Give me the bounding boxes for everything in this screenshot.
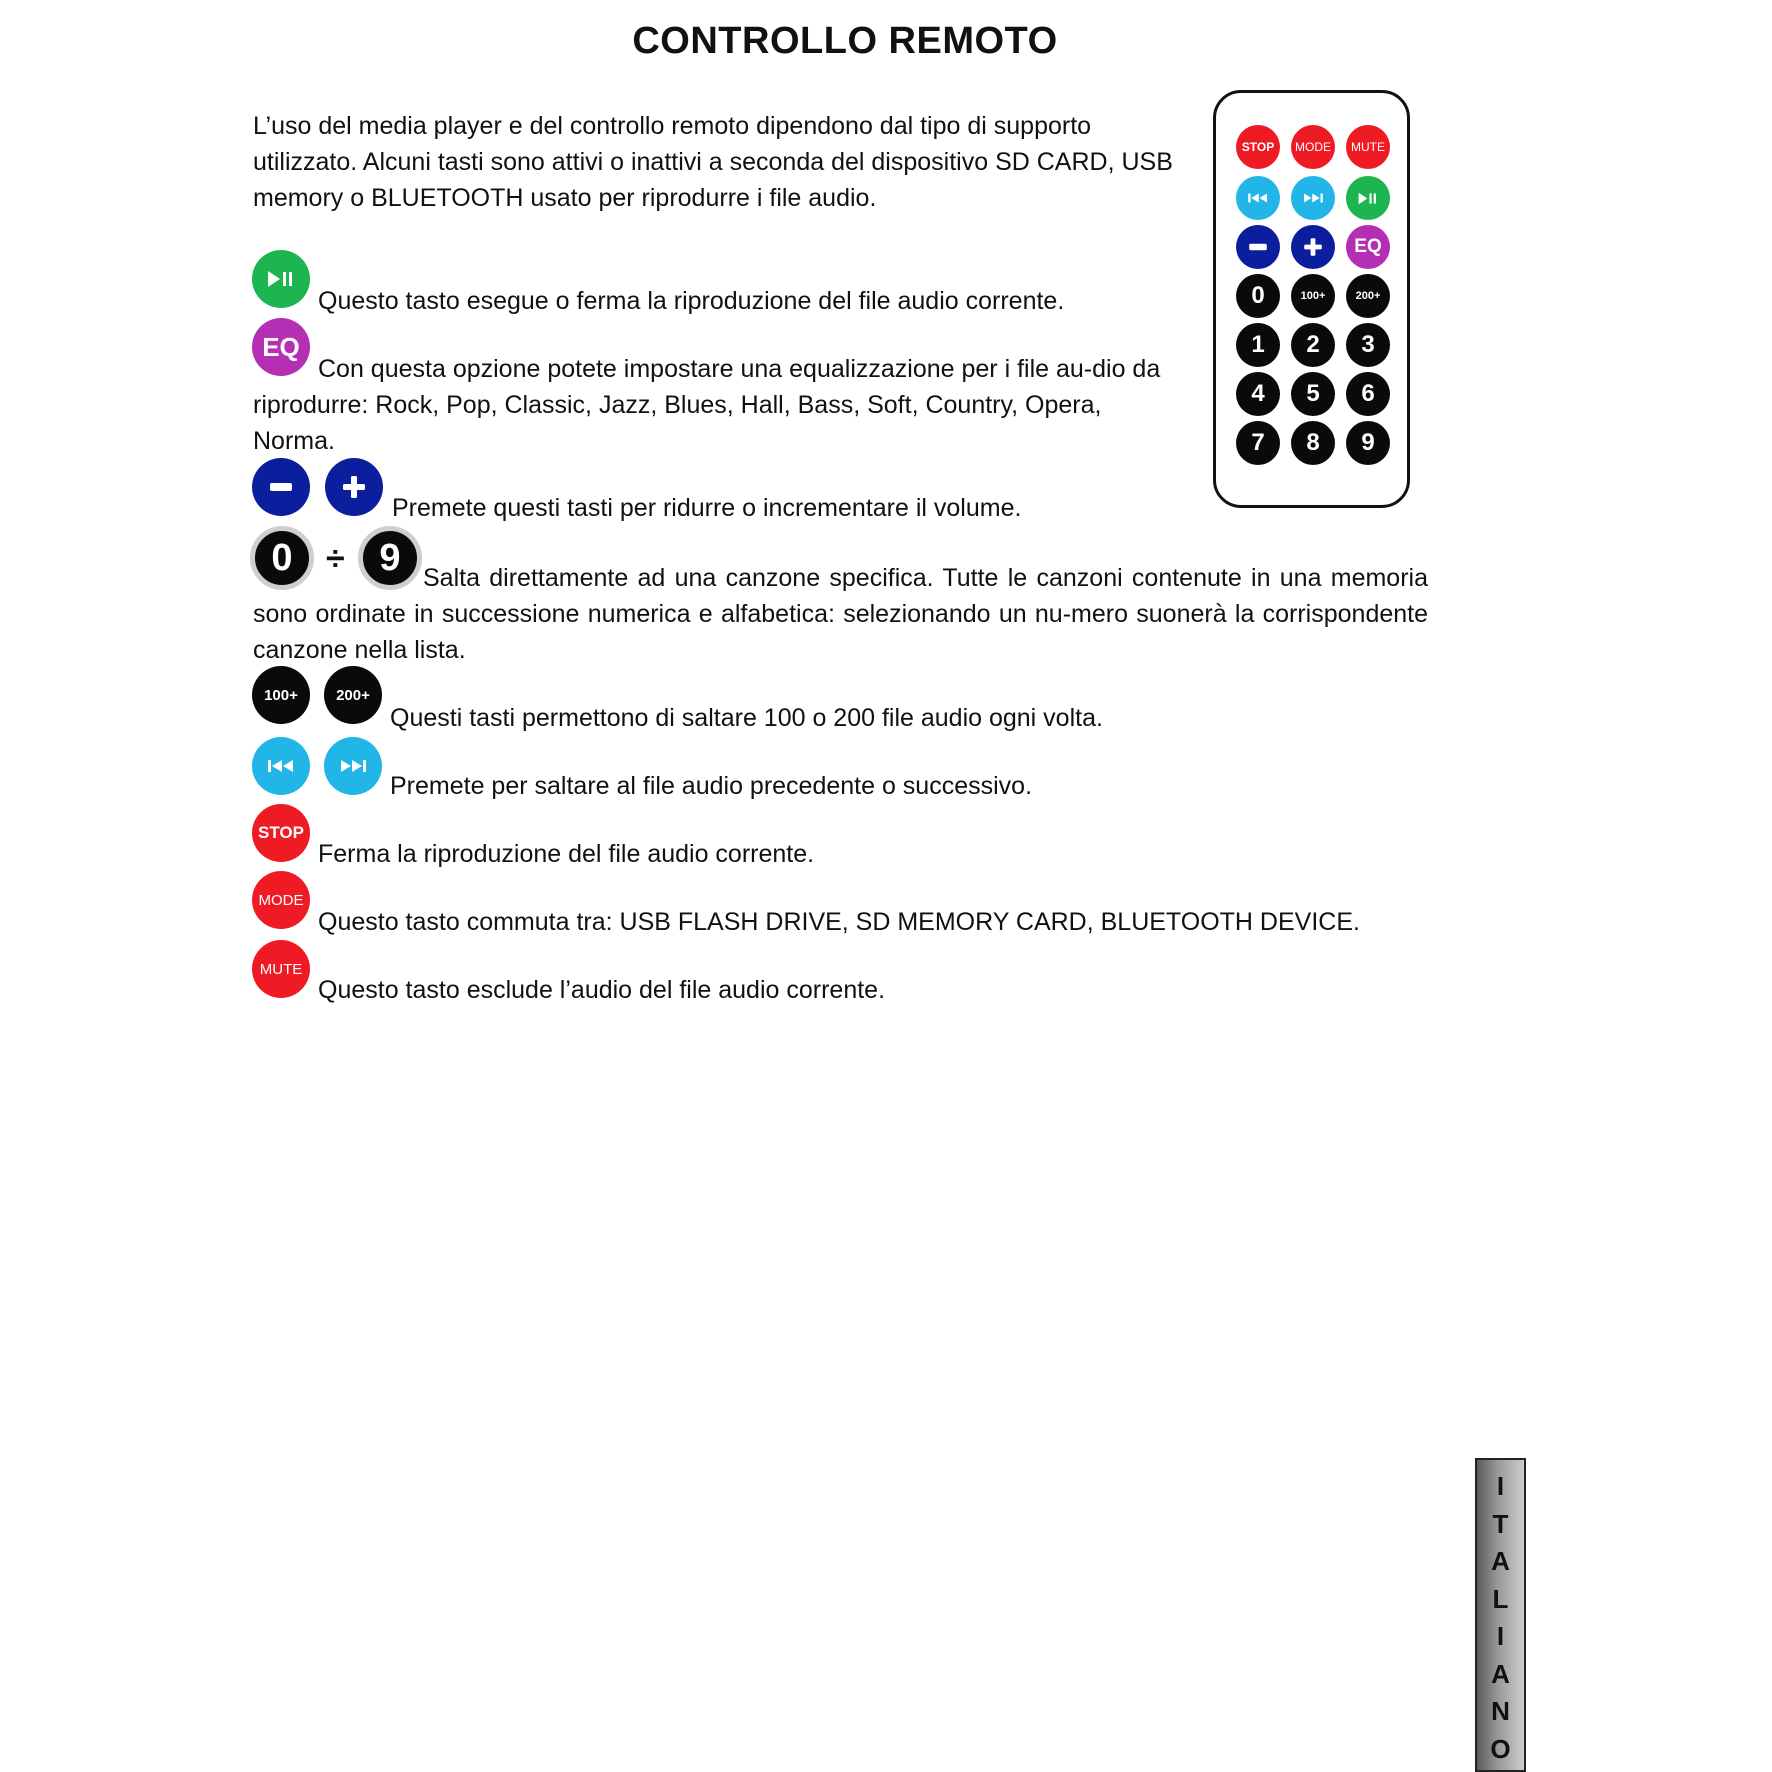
divide-sign: ÷ <box>326 540 345 578</box>
remote-digit-7: 7 <box>1236 421 1280 465</box>
remote-digit-3: 3 <box>1346 323 1390 367</box>
remote-control-illustration <box>1213 90 1410 508</box>
remote-plus-100: 100+ <box>1291 274 1335 318</box>
remote-digit-8: 8 <box>1291 421 1335 465</box>
remote-volume-up-icon <box>1291 225 1335 269</box>
volume-description: Premete questi tasti per ridurre o incrementare il volume. <box>392 494 1022 522</box>
eq-icon: EQ <box>252 318 310 376</box>
digit-zero-icon: 0 <box>250 526 314 590</box>
remote-digit-0: 0 <box>1236 274 1280 318</box>
remote-play-pause-icon <box>1346 176 1390 220</box>
mute-icon: MUTE <box>252 940 310 998</box>
tab-letter: A <box>1491 1546 1510 1576</box>
language-side-tab <box>1475 1458 1526 1772</box>
remote-mode-button: MODE <box>1291 125 1335 169</box>
volume-up-icon <box>325 458 383 516</box>
stop-icon: STOP <box>252 804 310 862</box>
plus-200-icon: 200+ <box>324 666 382 724</box>
tab-letter: T <box>1492 1508 1509 1539</box>
remote-plus-200: 200+ <box>1346 274 1390 318</box>
tab-letter: L <box>1492 1583 1509 1614</box>
remote-volume-down-icon <box>1236 225 1280 269</box>
previous-track-icon <box>252 737 310 795</box>
stop-description: Ferma la riproduzione del file audio corrente. <box>318 840 815 868</box>
tab-letter: I <box>1496 1621 1505 1651</box>
play-pause-description: Questo tasto esegue o ferma la riproduzione del file audio corrente. <box>318 287 1065 315</box>
remote-digit-6: 6 <box>1346 372 1390 416</box>
tab-letter: A <box>1491 1658 1510 1689</box>
tab-letter: N <box>1491 1696 1510 1726</box>
plus-100-icon: 100+ <box>252 666 310 724</box>
play-pause-icon <box>252 250 310 308</box>
remote-digit-9: 9 <box>1346 421 1390 465</box>
remote-digit-5: 5 <box>1291 372 1335 416</box>
remote-digit-2: 2 <box>1291 323 1335 367</box>
remote-digit-1: 1 <box>1236 323 1280 367</box>
remote-eq-button: EQ <box>1346 225 1390 269</box>
mode-description: Questo tasto commuta tra: USB FLASH DRIVE, SD MEMORY CARD, BLUETOOTH DEVICE. <box>318 908 1360 936</box>
skip-hundreds-description: Questi tasti permettono di saltare 100 o 200 file audio ogni volta. <box>390 704 1103 732</box>
next-track-icon <box>324 737 382 795</box>
mute-description: Questo tasto esclude l’audio del file audio corrente. <box>318 976 886 1004</box>
remote-next-icon <box>1291 176 1335 220</box>
tab-letter: I <box>1496 1471 1505 1501</box>
page-title: CONTROLLO REMOTO <box>632 20 1058 62</box>
numbers-description: Salta direttamente ad una canzone specifica. Tutte le canzoni contenute in una memoria sono ordinate in successione numerica e alfabetica: selezionando un nu-mero suonerà la corrispondente canzone nella lista. <box>253 564 1428 664</box>
tab-letter: O <box>1490 1733 1511 1764</box>
mode-icon: MODE <box>252 871 310 929</box>
remote-previous-icon <box>1236 176 1280 220</box>
remote-stop-button: STOP <box>1236 125 1280 169</box>
eq-description: Con questa opzione potete impostare una equalizzazione per i file au-dio da riprodurre: Rock, Pop, Classic, Jazz, Blues, Hall, Bass, Soft, Country, Opera, Norma. <box>253 355 1161 455</box>
remote-mute-button: MUTE <box>1346 125 1390 169</box>
digit-nine-icon: 9 <box>358 526 422 590</box>
remote-digit-4: 4 <box>1236 372 1280 416</box>
intro-paragraph: L’uso del media player e del controllo remoto dipendono dal tipo di supporto utilizzato. Alcuni tasti sono attivi o inattivi a seconda del dispositivo SD CARD, USB memory o BLUETOOTH usato per riprodurre i file audio. <box>253 112 1173 212</box>
prev-next-description: Premete per saltare al file audio precedente o successivo. <box>390 772 1033 800</box>
volume-down-icon <box>252 458 310 516</box>
